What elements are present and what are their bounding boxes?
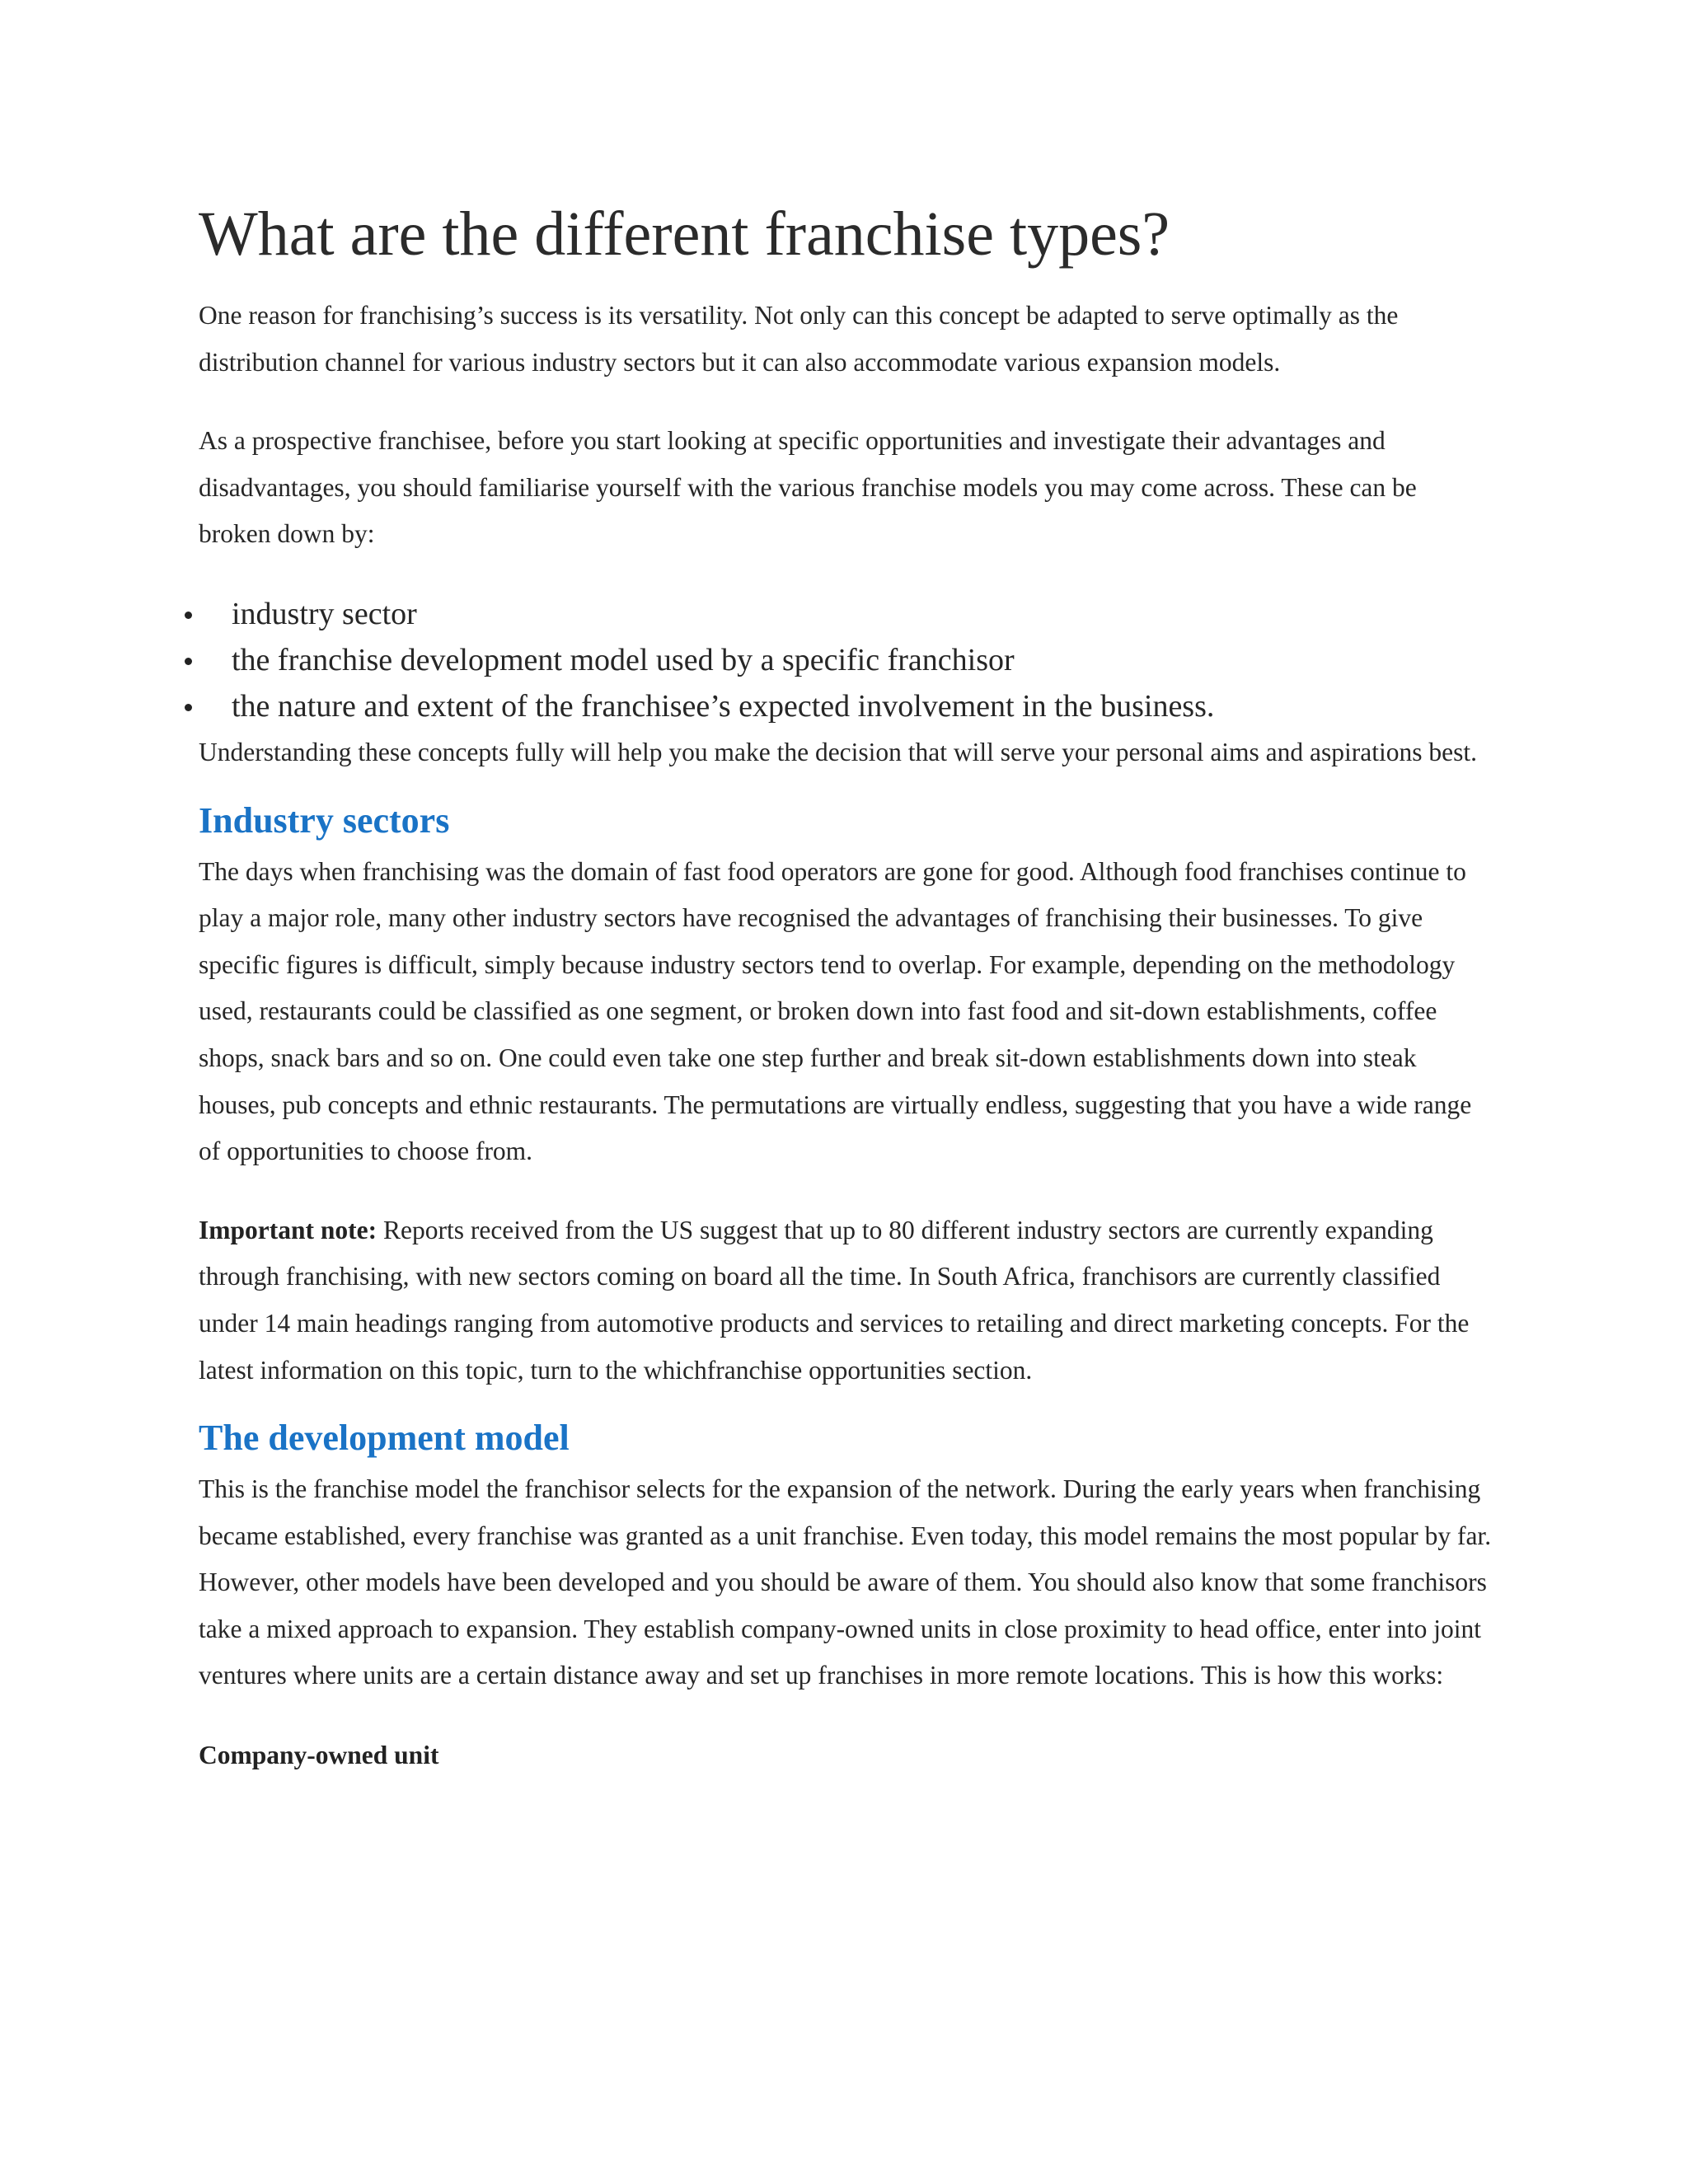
intro-paragraph-1: One reason for franchising’s success is its versatility. Not only can this concept be adapted to serve optimally as the distribution channel for various industry sectors but it can also accommodate various expansion models. [199, 301, 1399, 377]
list-item [199, 591, 1493, 637]
list-item [199, 637, 1493, 683]
bullet-icon [185, 658, 192, 665]
page-title: What are the different franchise types? [199, 199, 1170, 269]
list-item [199, 683, 1493, 729]
list-item-text: the franchise development model used by a specific franchisor [232, 642, 1015, 677]
bullet-icon [185, 704, 192, 711]
important-note-text: Reports received from the US suggest that up to 80 different industry sectors are currently expanding through franchising, with new sectors coming on board all the time. In South Africa, franchisors are currently classified under 14 main headings ranging from automotive products and services to retailing and direct marketing concepts. For the latest information on this topic, turn to the whichfranchise opportunities section. [199, 1215, 1470, 1385]
industry-paragraph: The days when franchising was the domain of fast food operators are gone for good. Although food franchises continue to play a major role, many other industry sectors have recognised the advantages of franchising their businesses. To give specific figures is difficult, simply because industry sectors tend to overlap. For example, depending on the methodology used, restaurants could be classified as one segment, or broken down into fast food and sit-down establishments, coffee shops, snack bars and so on. One could even take one step further and break sit-down establishments down into steak houses, pub concepts and ethnic restaurants. The permutations are virtually endless, suggesting that you have a wide range of opportunities to choose from. [199, 856, 1472, 1166]
industry-sectors-heading: Industry sectors [199, 799, 450, 841]
list-item-text: the nature and extent of the franchisee’s expected involvement in the business. [232, 688, 1215, 724]
development-paragraph: This is the franchise model the franchisor selects for the expansion of the network. During the early years when franchising became established, every franchise was granted as a unit franchise. Even today, this model remains the most popular by far. However, other models have been developed and you should be aware of them. You should also know that some franchisors take a mixed approach to expansion. They establish company-owned units in close proximity to head office, enter into joint ventures where units are a certain distance away and set up franchises in more remote locations. This is how this works: [199, 1474, 1492, 1690]
development-model-heading: The development model [199, 1418, 570, 1459]
understanding-paragraph: Understanding these concepts fully will help you make the decision that will serve your personal aims and aspirations best. [199, 737, 1478, 766]
bullet-list [199, 591, 1493, 729]
important-note-label: Important note: [199, 1215, 377, 1244]
important-note-paragraph [199, 1207, 1493, 1394]
intro-paragraph-2: As a prospective franchisee, before you start looking at specific opportunities and investigate their advantages and disadvantages, you should familiarise yourself with the various franchise models you may come across. These can be broken down by: [199, 426, 1417, 549]
bullet-icon [185, 612, 192, 619]
document-body [199, 194, 1493, 1779]
company-owned-unit-subheading: Company-owned unit [199, 1741, 439, 1770]
list-item-text: industry sector [232, 596, 417, 631]
